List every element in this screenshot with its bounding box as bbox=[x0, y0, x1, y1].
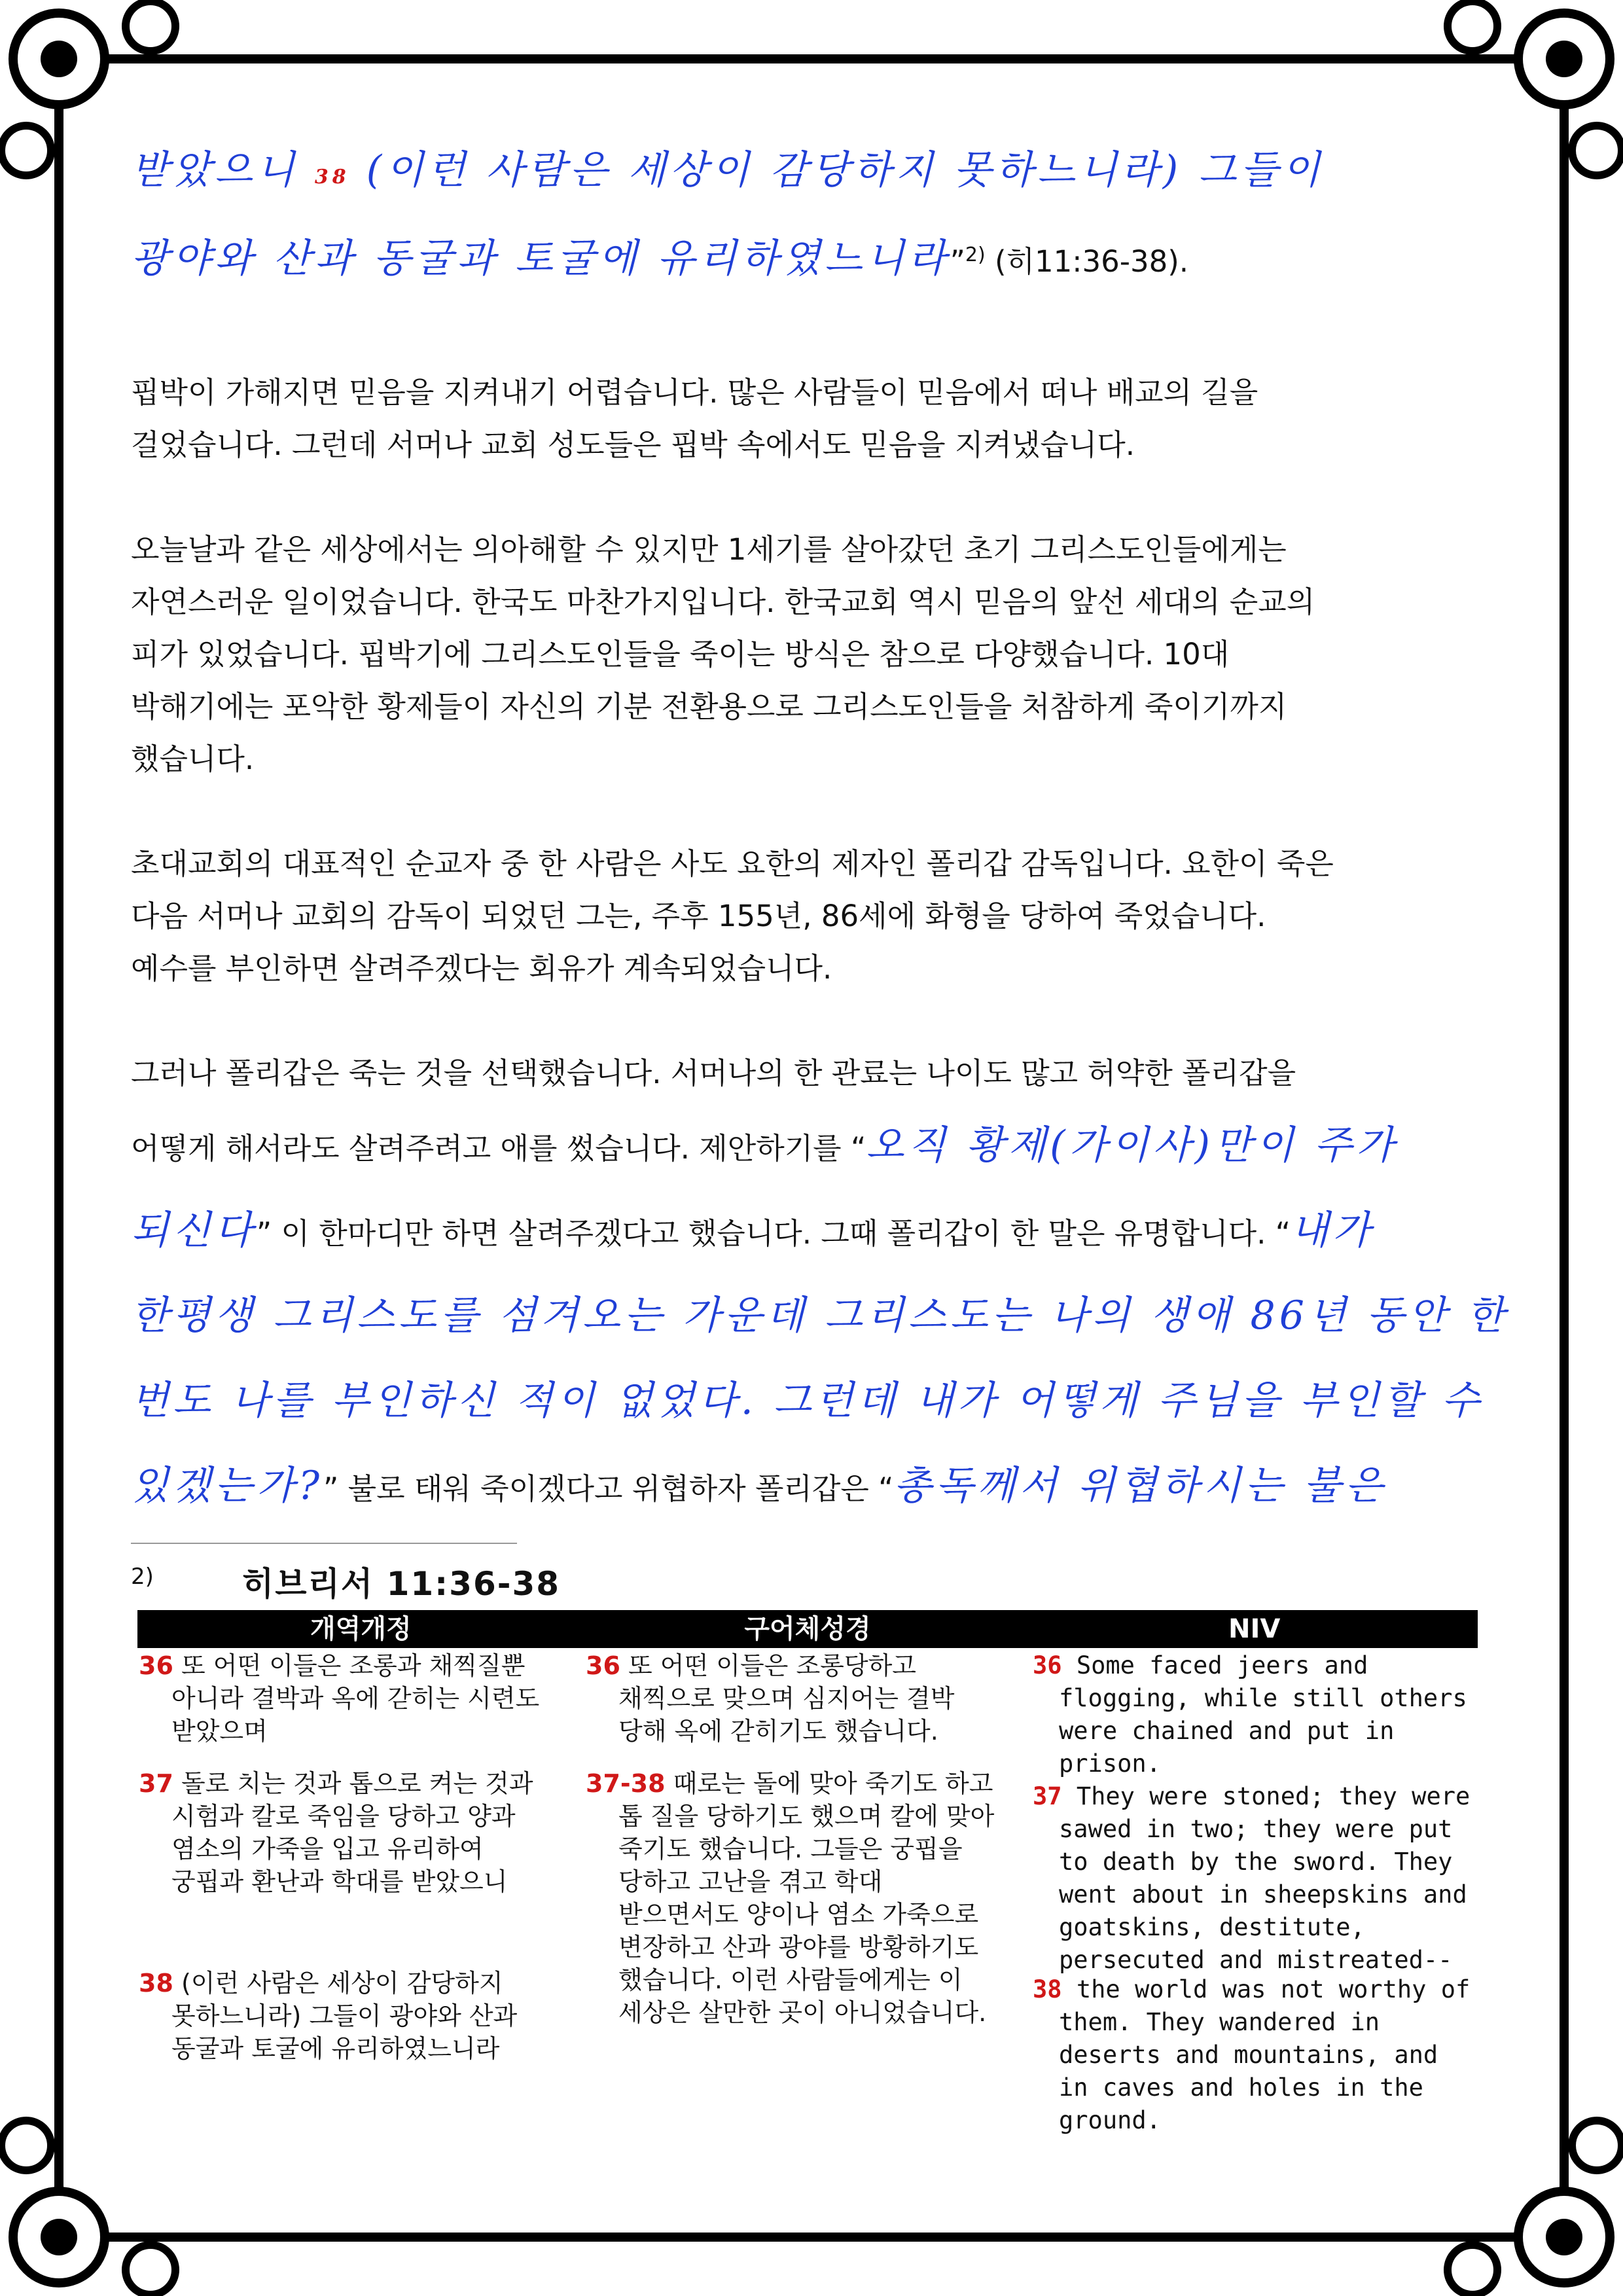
verse-text: in caves and holes in the bbox=[1059, 2073, 1423, 2102]
handwritten-quote: 오직 황제(가이사)만이 주가 bbox=[866, 1122, 1398, 1168]
verse-number: 38 bbox=[1033, 1975, 1062, 2003]
verse-block bbox=[586, 1649, 1024, 1748]
verse-text: Some faced jeers and bbox=[1061, 1651, 1368, 1679]
verse-block bbox=[1033, 1780, 1471, 1977]
verse-text: 당해 옥에 갇히기도 했습니다. bbox=[618, 1717, 938, 1746]
verse-text: flogging, while still others bbox=[1059, 1684, 1467, 1712]
column-header-krv: 개역개정 bbox=[310, 1614, 412, 1644]
handwritten-quote: 총독께서 위협하시는 불은 bbox=[893, 1463, 1387, 1509]
verse-text: prison. bbox=[1059, 1749, 1161, 1778]
verse-block bbox=[139, 1649, 577, 1748]
verse-text: the world was not worthy of bbox=[1061, 1975, 1471, 2003]
p4-line bbox=[131, 1463, 1387, 1509]
verse-block bbox=[1033, 1973, 1471, 2137]
verse-number: 36 bbox=[586, 1651, 620, 1680]
verse-text: them. They wandered in bbox=[1059, 2008, 1380, 2036]
translation-table-header bbox=[137, 1610, 1478, 1648]
p3-line: 다음 서머나 교회의 감독이 되었던 그는, 주후 155년, 86세에 화형을 당하여 죽었습니다. bbox=[131, 899, 1266, 933]
footnote-divider bbox=[131, 1543, 517, 1544]
intro-line-1 bbox=[131, 147, 1325, 197]
verse-text: 시험과 칼로 죽임을 당하고 양과 bbox=[171, 1802, 516, 1831]
verse-text: went about in sheepskins and bbox=[1059, 1880, 1467, 1909]
p4-line bbox=[131, 1122, 1398, 1168]
verse-text: 세상은 살만한 곳이 아니었습니다. bbox=[618, 1998, 987, 2027]
verse-text: 받았으며 bbox=[171, 1717, 268, 1746]
handwritten-quote: 번도 나를 부인하신 적이 없었다. 그런데 내가 어떻게 주님을 부인할 수 bbox=[131, 1378, 1484, 1424]
p3-line: 예수를 부인하면 살려주겠다는 회유가 계속되었습니다. bbox=[131, 951, 832, 986]
verse-text: 못하느니라) 그들이 광야와 산과 bbox=[171, 2001, 518, 2030]
verse-text: 죽기도 했습니다. 그들은 궁핍을 bbox=[618, 1835, 963, 1863]
intro-text: (이런 사람은 세상이 감당하지 못하느니라) 그들이 bbox=[349, 147, 1325, 193]
verse-block bbox=[586, 1767, 1024, 2029]
verse-block bbox=[139, 1967, 577, 2065]
verse-text: 염소의 가죽을 입고 유리하여 bbox=[171, 1835, 484, 1863]
p2-line: 박해기에는 포악한 황제들이 자신의 기분 전환용으로 그리스도인들을 처참하게 죽이기까지 bbox=[131, 689, 1287, 724]
verse-text: 돌로 치는 것과 톱으로 켜는 것과 bbox=[173, 1769, 533, 1798]
verse-text: 받으면서도 양이나 염소 가죽으로 bbox=[618, 1900, 979, 1929]
handwritten-quote: 내가 bbox=[1291, 1208, 1374, 1253]
verse-text: 또 어떤 이들은 조롱당하고 bbox=[620, 1651, 916, 1680]
handwritten-quote: 광야와 산과 동굴과 토굴에 유리하였느니라 bbox=[131, 236, 950, 281]
p2-line: 자연스러운 일이었습니다. 한국도 마찬가지입니다. 한국교회 역시 믿음의 앞선 세대의 순교의 bbox=[131, 584, 1315, 619]
p4-text: 어떻게 해서라도 살려주려고 애를 썼습니다. 제안하기를 “ bbox=[131, 1131, 866, 1166]
verse-text: 아니라 결박과 옥에 갇히는 시련도 bbox=[171, 1684, 540, 1713]
verse-text: 채찍으로 맞으며 심지어는 결박 bbox=[618, 1684, 955, 1713]
verse-text: 톱 질을 당하기도 했으며 칼에 맞아 bbox=[618, 1802, 995, 1831]
p4-text: ” 이 한마디만 하면 살려주겠다고 했습니다. 그때 폴리갑이 한 말은 유명합니다. “ bbox=[256, 1216, 1291, 1251]
p2-line: 했습니다. bbox=[131, 742, 255, 776]
verse-number: 38 bbox=[139, 1969, 173, 1998]
verse-text: 당하고 고난을 겪고 학대 bbox=[618, 1867, 883, 1896]
footnote-title: 히브리서 11:36-38 bbox=[242, 1565, 561, 1603]
handwritten-quote: 있겠는가? bbox=[131, 1463, 324, 1509]
verse-text: 변장하고 산과 광야를 방황하기도 bbox=[618, 1933, 979, 1962]
verse-text: were chained and put in bbox=[1059, 1717, 1395, 1745]
p2-line: 피가 있었습니다. 핍박기에 그리스도인들을 죽이는 방식은 참으로 다양했습니다. 10대 bbox=[131, 637, 1230, 672]
quote-mark: ” bbox=[950, 244, 965, 279]
column-header-niv: NIV bbox=[1228, 1614, 1281, 1644]
p1-line: 걸었습니다. 그런데 서머나 교회 성도들은 핍박 속에서도 믿음을 지켜냈습니다. bbox=[131, 427, 1135, 462]
verse-block bbox=[139, 1767, 577, 1898]
verse-text: 또 어떤 이들은 조롱과 채찍질뿐 bbox=[173, 1651, 526, 1680]
p4-line bbox=[131, 1208, 1374, 1253]
verse-number: 37 bbox=[1033, 1782, 1062, 1810]
verse-number: 38 bbox=[314, 166, 350, 188]
verse-text: persecuted and mistreated-- bbox=[1059, 1946, 1453, 1974]
corner-ornament-bottom-left bbox=[1, 2121, 175, 2295]
corner-ornament-bottom-right bbox=[1448, 2121, 1622, 2295]
intro-line-2 bbox=[131, 236, 1188, 281]
verse-text: 때로는 돌에 맞아 죽기도 하고 bbox=[665, 1769, 993, 1798]
verse-number: 36 bbox=[139, 1651, 173, 1680]
handwritten-quote: 한평생 그리스도를 섬겨오는 가운데 그리스도는 나의 생애 86년 동안 한 bbox=[131, 1293, 1508, 1338]
intro-text: 받았으니 bbox=[131, 147, 315, 193]
verse-text: ground. bbox=[1059, 2106, 1161, 2134]
scripture-ref: (히11:36-38). bbox=[985, 244, 1189, 279]
verse-text: 궁핍과 환난과 학대를 받았으니 bbox=[171, 1867, 508, 1896]
p3-line: 초대교회의 대표적인 순교자 중 한 사람은 사도 요한의 제자인 폴리갑 감독입니다. 요한이 죽은 bbox=[131, 846, 1334, 881]
verse-text: sawed in two; they were put bbox=[1059, 1815, 1453, 1843]
verse-number: 37-38 bbox=[586, 1769, 666, 1798]
p2-line: 오늘날과 같은 세상에서는 의아해할 수 있지만 1세기를 살아갔던 초기 그리스도인들에게는 bbox=[131, 532, 1287, 567]
footnote-label: 2) bbox=[131, 1564, 154, 1590]
verse-text: deserts and mountains, and bbox=[1059, 2041, 1438, 2069]
verse-text: 동굴과 토굴에 유리하였느니라 bbox=[171, 2034, 500, 2063]
verse-text: (이런 사람은 세상이 감당하지 bbox=[173, 1969, 503, 1998]
p4-line: 그러나 폴리갑은 죽는 것을 선택했습니다. 서머나의 한 관료는 나이도 많고 허약한 폴리갑을 bbox=[131, 1056, 1296, 1090]
verse-number: 37 bbox=[139, 1769, 173, 1798]
verse-number: 36 bbox=[1033, 1651, 1062, 1679]
verse-text: goatskins, destitute, bbox=[1059, 1913, 1365, 1941]
p1-line: 핍박이 가해지면 믿음을 지켜내기 어렵습니다. 많은 사람들이 믿음에서 떠나 배교의 길을 bbox=[131, 375, 1258, 410]
handwritten-quote: 되신다 bbox=[131, 1208, 257, 1253]
column-header-colloquial: 구어체성경 bbox=[744, 1614, 871, 1644]
footnote-ref[interactable]: 2) bbox=[965, 243, 986, 266]
verse-text: to death by the sword. They bbox=[1059, 1848, 1453, 1876]
verse-text: 했습니다. 이런 사람들에게는 이 bbox=[618, 1965, 963, 1994]
verse-block bbox=[1033, 1649, 1471, 1780]
p4-text: ” 불로 태워 죽이겠다고 위협하자 폴리갑은 “ bbox=[323, 1471, 894, 1506]
verse-text: They were stoned; they were bbox=[1061, 1782, 1471, 1810]
corner-ornament-top-right bbox=[1448, 1, 1622, 175]
